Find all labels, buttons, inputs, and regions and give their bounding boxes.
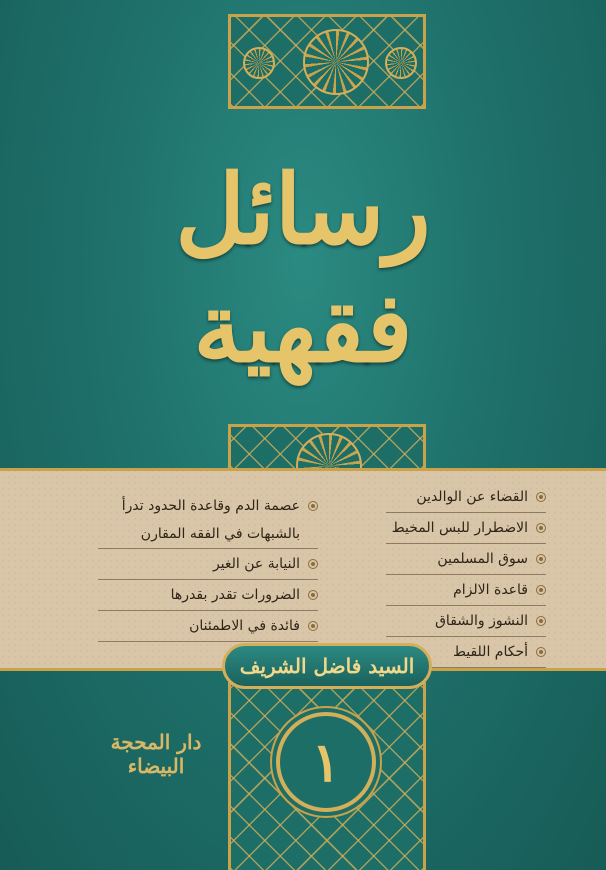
bullet-icon xyxy=(536,492,546,502)
bullet-icon xyxy=(536,616,546,626)
rosette-ornament xyxy=(385,47,417,79)
publisher-logo: دار المحجة البيضاء xyxy=(110,730,202,778)
volume-medallion: ١ xyxy=(276,712,376,812)
bullet-icon xyxy=(308,590,318,600)
author-plaque: السيد فاضل الشريف xyxy=(222,643,432,689)
bullet-icon xyxy=(308,559,318,569)
contents-item: النشوز والشقاق xyxy=(386,606,546,637)
gold-divider xyxy=(0,468,606,471)
bullet-icon xyxy=(536,523,546,533)
contents-item: فائدة في الاطمئنان xyxy=(98,611,318,642)
contents-item: الضرورات تقدر بقدرها xyxy=(98,580,318,611)
bullet-icon xyxy=(536,647,546,657)
bullet-icon xyxy=(308,501,318,511)
contents-item: سوق المسلمين xyxy=(386,544,546,575)
bullet-icon xyxy=(536,585,546,595)
rosette-ornament xyxy=(243,47,275,79)
contents-left-column xyxy=(98,492,318,642)
contents-item: النيابة عن الغير xyxy=(98,549,318,580)
contents-item: القضاء عن الوالدين xyxy=(386,482,546,513)
top-ornament-panel xyxy=(228,14,426,109)
middle-ornament-panel xyxy=(228,424,426,468)
rosette-ornament xyxy=(303,29,369,95)
cover-title-line2: فقهية xyxy=(193,271,413,384)
contents-item: قاعدة الالزام xyxy=(386,575,546,606)
contents-item: الاضطرار للبس المخيط xyxy=(386,513,546,544)
bullet-icon xyxy=(308,621,318,631)
cover-title-line1: رسائل xyxy=(175,153,431,266)
contents-right-column xyxy=(386,482,546,668)
contents-item: أحكام اللقيط xyxy=(386,637,546,668)
contents-item: عصمة الدم وقاعدة الحدود تدرأ بالشبهات في الفقه المقارن xyxy=(98,492,318,549)
bullet-icon xyxy=(536,554,546,564)
